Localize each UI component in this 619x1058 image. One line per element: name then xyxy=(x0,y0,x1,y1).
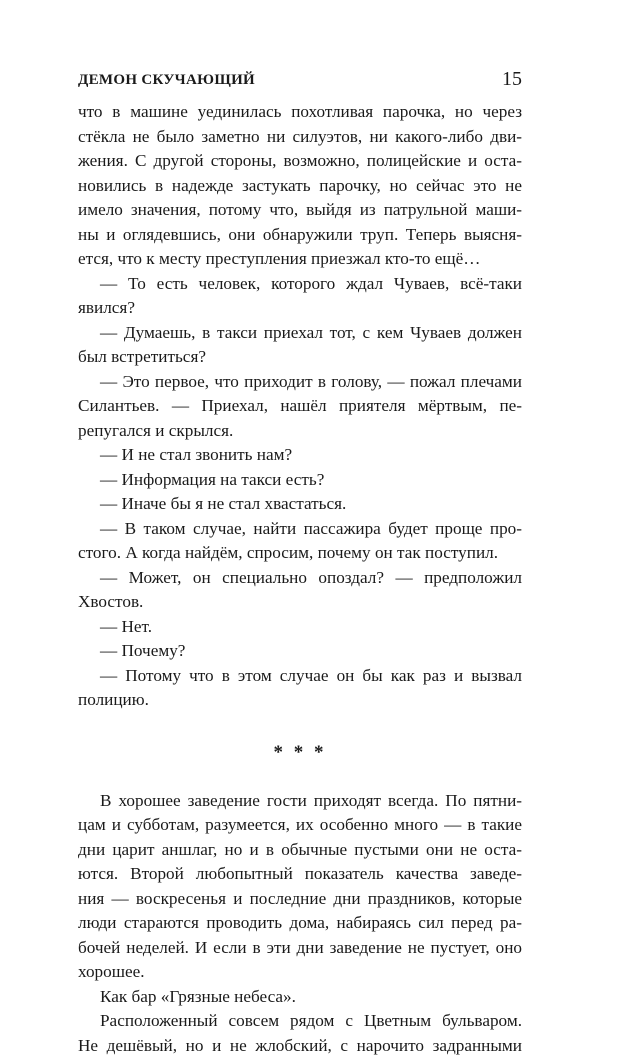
text-line: репугался и скрылся. xyxy=(78,419,522,444)
text-line: — В таком случае, найти пассажира будет проще про- xyxy=(78,517,522,542)
text-line: явился? xyxy=(78,296,522,321)
text-line: цам и субботам, разумеется, их особенно много — в такие xyxy=(78,813,522,838)
text-line: Расположенный совсем рядом с Цветным бульваром. xyxy=(78,1009,522,1034)
text-line: Хвостов. xyxy=(78,590,522,615)
text-line: что в машине уединилась похотливая парочка, но через xyxy=(78,100,522,125)
text-line: — Почему? xyxy=(78,639,522,664)
text-line: — Это первое, что приходит в голову, — пожал плечами xyxy=(78,370,522,395)
text-line: стёкла не было заметно ни силуэтов, ни какого-либо дви- xyxy=(78,125,522,150)
text-line: был встретиться? xyxy=(78,345,522,370)
text-line: ется, что к месту преступления приезжал кто-то ещё… xyxy=(78,247,522,272)
text-line: — То есть человек, которого ждал Чуваев, всё-таки xyxy=(78,272,522,297)
text-block-2 xyxy=(78,789,522,1058)
text-line: — Нет. xyxy=(78,615,522,640)
page-number: 15 xyxy=(502,68,522,91)
text-line: — Может, он специально опоздал? — предположил xyxy=(78,566,522,591)
text-line: жения. С другой стороны, возможно, полицейские и оста- xyxy=(78,149,522,174)
body-text xyxy=(78,100,522,1058)
text-line: хорошее. xyxy=(78,960,522,985)
text-line: дни царит аншлаг, но и в обычные пустыми они не оста- xyxy=(78,838,522,863)
section-separator: * * * xyxy=(78,713,522,783)
text-line: Не дешёвый, но и не жлобский, с нарочито задранными xyxy=(78,1034,522,1058)
text-line: — Потому что в этом случае он бы как раз и вызвал xyxy=(78,664,522,689)
text-line: полицию. xyxy=(78,688,522,713)
text-line: ния — воскресенья и последние дни праздников, которые xyxy=(78,887,522,912)
text-line: Как бар «Грязные небеса». xyxy=(78,985,522,1010)
text-line: — Информация на такси есть? xyxy=(78,468,522,493)
running-head-title: ДЕМОН СКУЧАЮЩИЙ xyxy=(78,72,255,89)
text-line: — Думаешь, в такси приехал тот, с кем Чуваев должен xyxy=(78,321,522,346)
text-line: новились в надежде застукать парочку, но сейчас это не xyxy=(78,174,522,199)
text-line: Силантьев. — Приехал, нашёл приятеля мёртвым, пе- xyxy=(78,394,522,419)
text-line: ны и оглядевшись, они обнаружили труп. Теперь выясня- xyxy=(78,223,522,248)
text-line: — И не стал звонить нам? xyxy=(78,443,522,468)
text-line: имело значения, потому что, выйдя из патрульной маши- xyxy=(78,198,522,223)
text-line: бочей неделей. И если в эти дни заведение не пустует, оно xyxy=(78,936,522,961)
text-line: стого. А когда найдём, спросим, почему он так поступил. xyxy=(78,541,522,566)
running-head xyxy=(78,68,522,94)
text-line: люди стараются проводить дома, набираясь сил перед ра- xyxy=(78,911,522,936)
text-line: — Иначе бы я не стал хвастаться. xyxy=(78,492,522,517)
text-line: В хорошее заведение гости приходят всегда. По пятни- xyxy=(78,789,522,814)
text-block-1 xyxy=(78,100,522,713)
text-line: ются. Второй любопытный показатель качества заведе- xyxy=(78,862,522,887)
